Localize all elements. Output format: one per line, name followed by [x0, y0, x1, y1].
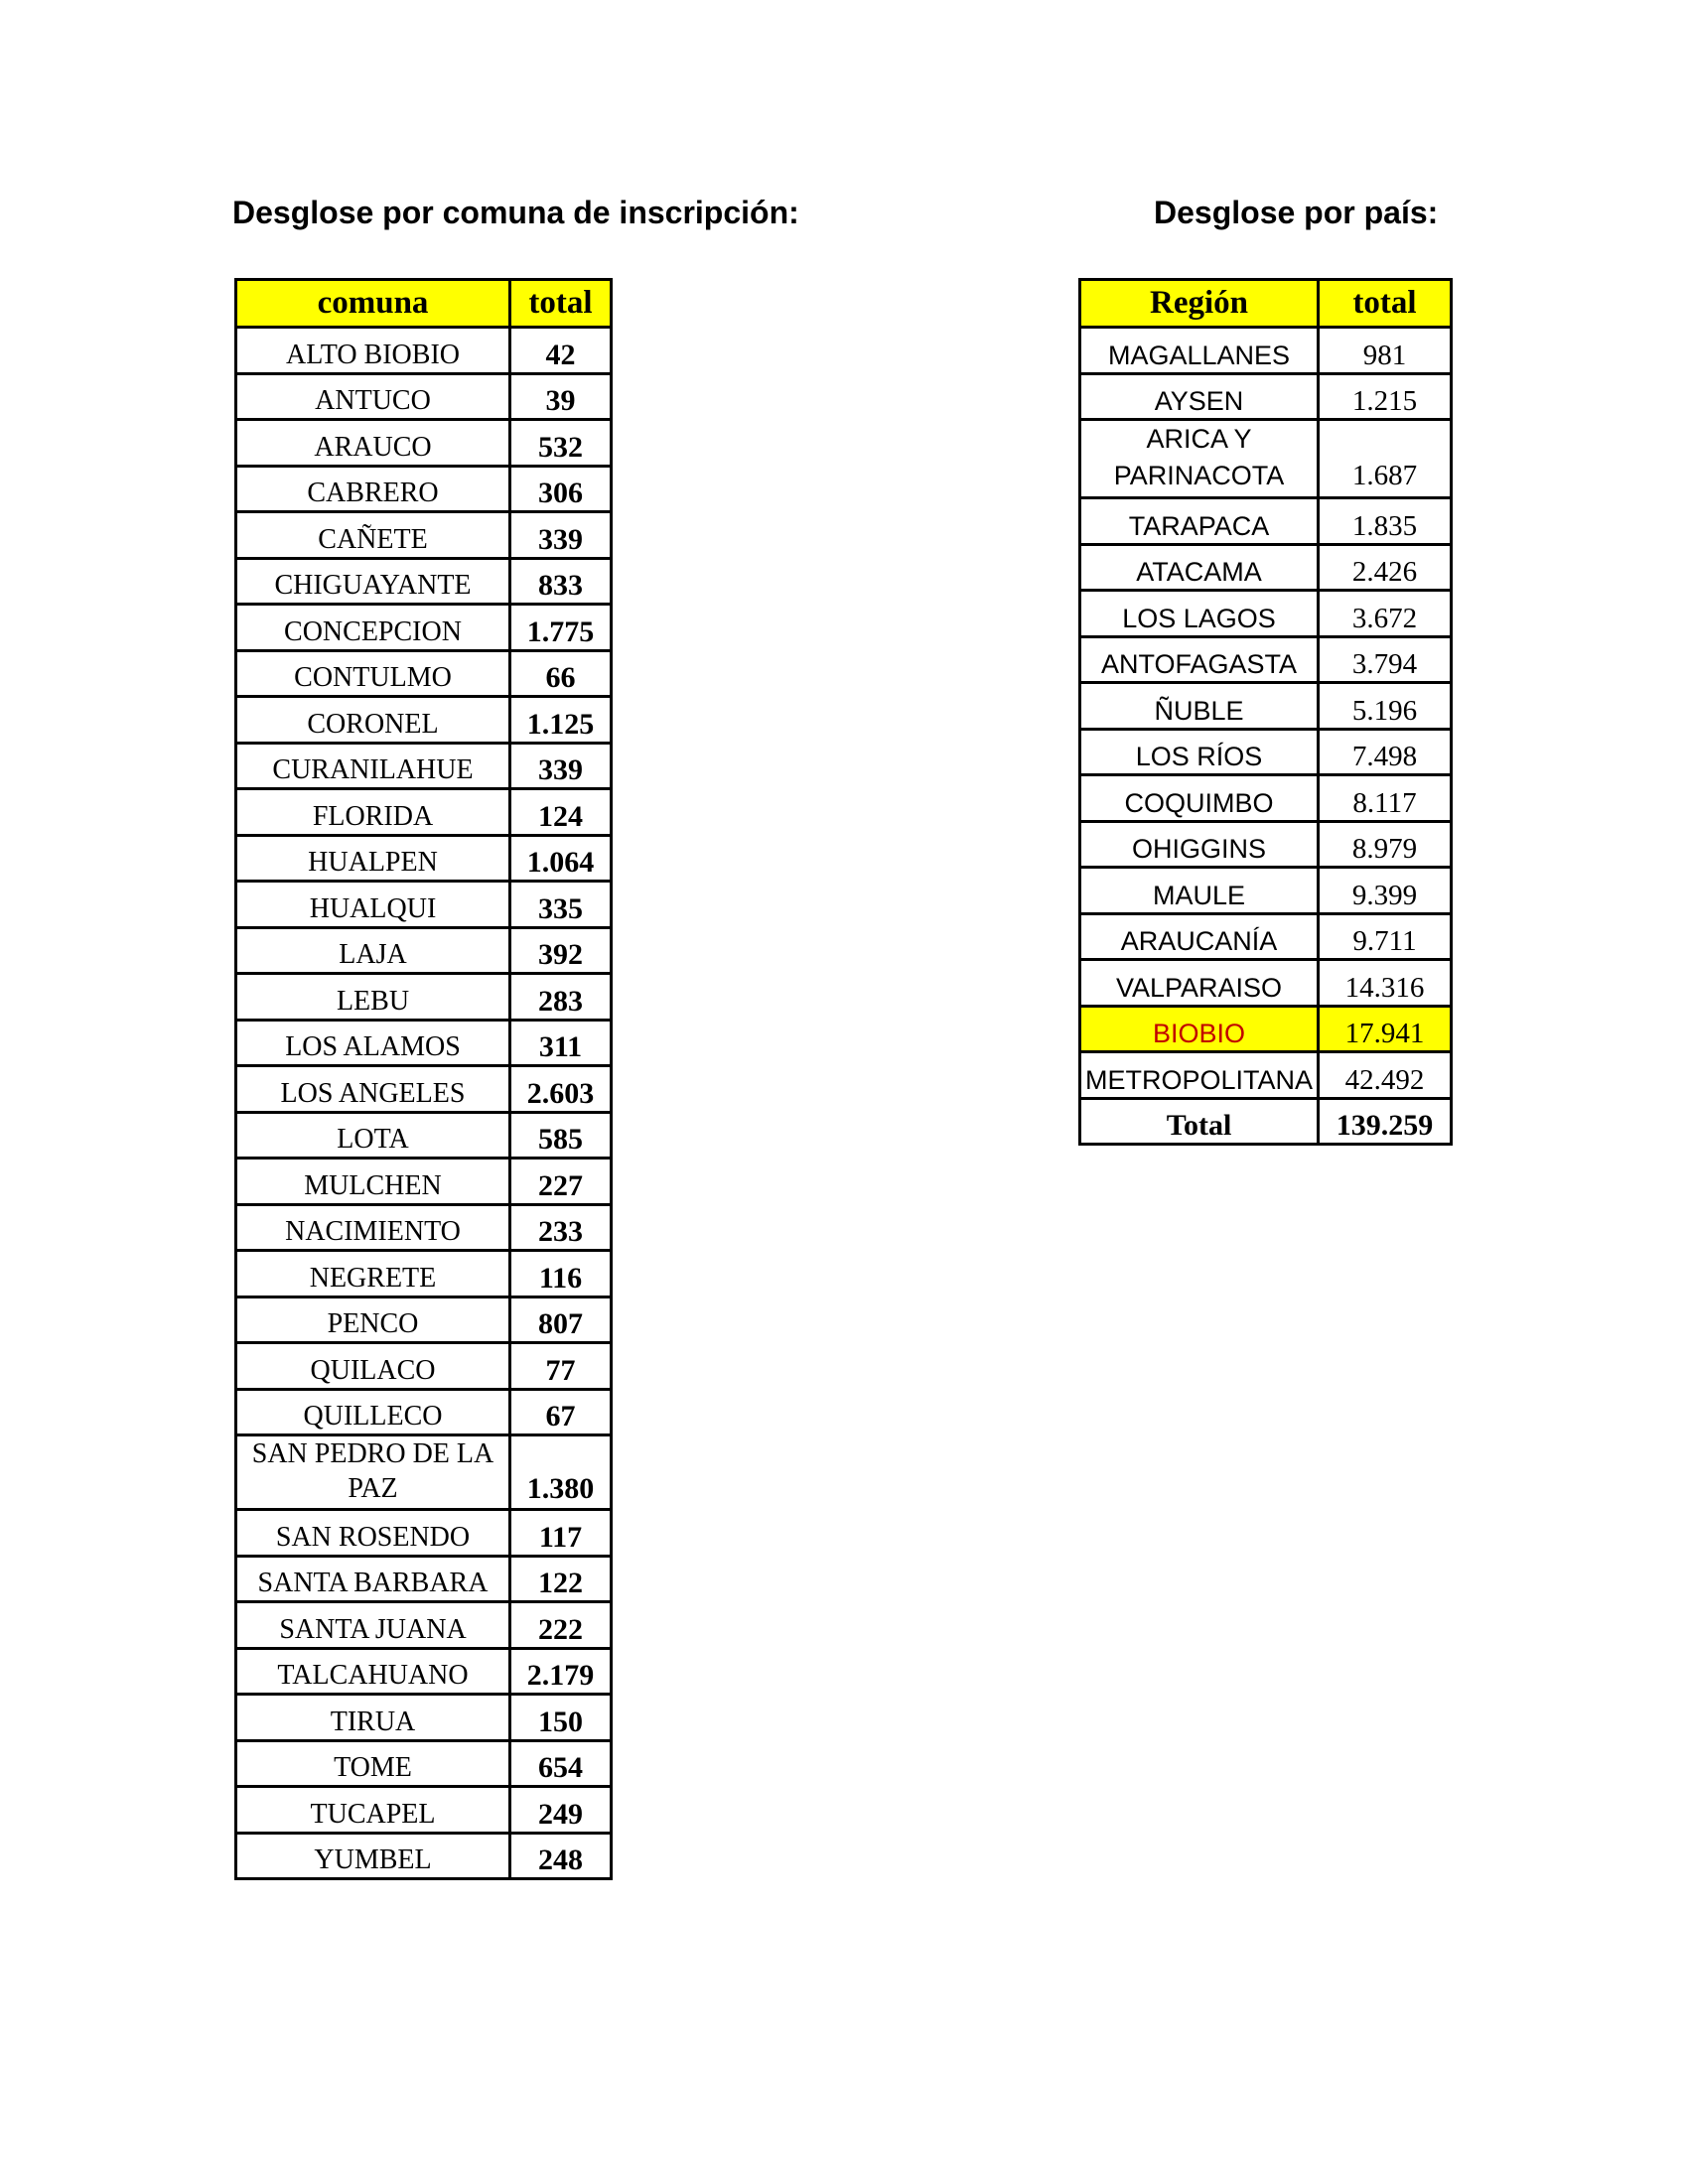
comuna-column-header: comuna — [236, 280, 510, 328]
comuna-name: CORONEL — [236, 697, 510, 744]
comuna-name: LOTA — [236, 1112, 510, 1159]
comuna-total: 77 — [510, 1343, 612, 1390]
comuna-total: 654 — [510, 1740, 612, 1787]
comuna-total: 1.380 — [510, 1435, 612, 1510]
comuna-name: YUMBEL — [236, 1833, 510, 1879]
comuna-total: 807 — [510, 1297, 612, 1343]
region-name: ANTOFAGASTA — [1080, 636, 1319, 683]
region-name: BIOBIO — [1080, 1006, 1319, 1052]
table-row — [1080, 683, 1452, 730]
table-row — [236, 1251, 612, 1297]
comuna-name: HUALQUI — [236, 882, 510, 928]
table-row — [236, 1343, 612, 1390]
table-row — [236, 1020, 612, 1066]
table-row — [236, 1695, 612, 1741]
region-total: 14.316 — [1319, 960, 1452, 1007]
table-row — [1080, 821, 1452, 868]
comuna-name: SAN ROSENDO — [236, 1510, 510, 1557]
table-row — [236, 328, 612, 374]
region-name: COQUIMBO — [1080, 775, 1319, 822]
table-row — [236, 558, 612, 605]
region-total: 17.941 — [1319, 1006, 1452, 1052]
comuna-name: TIRUA — [236, 1695, 510, 1741]
comuna-total: 249 — [510, 1787, 612, 1834]
table-row — [1080, 1052, 1452, 1099]
comuna-total: 339 — [510, 743, 612, 789]
comuna-name: CHIGUAYANTE — [236, 558, 510, 605]
comuna-total: 122 — [510, 1556, 612, 1602]
region-total: 3.672 — [1319, 591, 1452, 637]
region-total: 8.979 — [1319, 821, 1452, 868]
comuna-total: 585 — [510, 1112, 612, 1159]
region-name: AYSEN — [1080, 373, 1319, 420]
region-total: 1.687 — [1319, 420, 1452, 498]
table-row — [236, 1833, 612, 1879]
comuna-name: TOME — [236, 1740, 510, 1787]
table-row — [1080, 373, 1452, 420]
comuna-name: LOS ALAMOS — [236, 1020, 510, 1066]
table-row — [236, 1648, 612, 1695]
table-row — [236, 927, 612, 974]
table-row — [236, 743, 612, 789]
region-header-row — [1080, 280, 1452, 328]
table-row — [236, 697, 612, 744]
comuna-name: TUCAPEL — [236, 1787, 510, 1834]
comuna-total: 311 — [510, 1020, 612, 1066]
region-table — [1078, 278, 1453, 1146]
table-row — [236, 789, 612, 836]
region-name: TARAPACA — [1080, 498, 1319, 545]
total-label: Total — [1080, 1098, 1319, 1145]
comuna-total: 124 — [510, 789, 612, 836]
comuna-total: 335 — [510, 882, 612, 928]
table-row — [236, 1510, 612, 1557]
region-total-column-header: total — [1319, 280, 1452, 328]
comuna-total: 1.064 — [510, 835, 612, 882]
region-column-header: Región — [1080, 280, 1319, 328]
table-row — [236, 605, 612, 651]
region-total: 9.711 — [1319, 913, 1452, 960]
comuna-total: 116 — [510, 1251, 612, 1297]
comuna-name: LEBU — [236, 974, 510, 1021]
grand-total: 139.259 — [1319, 1098, 1452, 1145]
region-name: ARAUCANÍA — [1080, 913, 1319, 960]
highlighted-region-row — [1080, 1006, 1452, 1052]
comuna-total: 1.775 — [510, 605, 612, 651]
table-row — [1080, 636, 1452, 683]
comuna-total: 233 — [510, 1204, 612, 1251]
comuna-name: PENCO — [236, 1297, 510, 1343]
region-total: 42.492 — [1319, 1052, 1452, 1099]
region-name: VALPARAISO — [1080, 960, 1319, 1007]
comuna-total: 227 — [510, 1159, 612, 1205]
table-row — [236, 466, 612, 512]
region-name: METROPOLITANA — [1080, 1052, 1319, 1099]
comuna-total: 339 — [510, 512, 612, 559]
comuna-total: 66 — [510, 650, 612, 697]
comuna-name: CABRERO — [236, 466, 510, 512]
table-row — [1080, 420, 1452, 498]
table-row — [236, 1389, 612, 1435]
region-total: 5.196 — [1319, 683, 1452, 730]
table-row — [1080, 960, 1452, 1007]
comuna-heading: Desglose por comuna de inscripción: — [232, 195, 799, 230]
comuna-name: CAÑETE — [236, 512, 510, 559]
comuna-name: SANTA JUANA — [236, 1602, 510, 1649]
comuna-total: 39 — [510, 373, 612, 420]
comuna-total: 1.125 — [510, 697, 612, 744]
comuna-name: LOS ANGELES — [236, 1066, 510, 1113]
table-row — [236, 373, 612, 420]
comuna-name: NEGRETE — [236, 1251, 510, 1297]
total-row — [1080, 1098, 1452, 1145]
comuna-total-column-header: total — [510, 280, 612, 328]
table-row — [236, 1787, 612, 1834]
region-name: MAULE — [1080, 868, 1319, 914]
table-row — [236, 650, 612, 697]
table-row — [236, 512, 612, 559]
comuna-name: ARAUCO — [236, 420, 510, 467]
table-row — [236, 1740, 612, 1787]
table-row — [236, 1297, 612, 1343]
comuna-total: 67 — [510, 1389, 612, 1435]
table-row — [1080, 591, 1452, 637]
comuna-name: ANTUCO — [236, 373, 510, 420]
region-total: 8.117 — [1319, 775, 1452, 822]
region-name: ARICA Y PARINACOTA — [1080, 420, 1319, 498]
region-heading: Desglose por país: — [1154, 195, 1439, 230]
comuna-total: 42 — [510, 328, 612, 374]
comuna-name: CONCEPCION — [236, 605, 510, 651]
comuna-total: 2.179 — [510, 1648, 612, 1695]
comuna-name: NACIMIENTO — [236, 1204, 510, 1251]
region-name: ÑUBLE — [1080, 683, 1319, 730]
comuna-total: 392 — [510, 927, 612, 974]
table-row — [236, 835, 612, 882]
comuna-total: 117 — [510, 1510, 612, 1557]
comuna-name: SANTA BARBARA — [236, 1556, 510, 1602]
comuna-name: HUALPEN — [236, 835, 510, 882]
comuna-name: CURANILAHUE — [236, 743, 510, 789]
region-name: LOS RÍOS — [1080, 729, 1319, 775]
region-name: OHIGGINS — [1080, 821, 1319, 868]
comuna-name: MULCHEN — [236, 1159, 510, 1205]
comuna-name: FLORIDA — [236, 789, 510, 836]
comuna-name: ALTO BIOBIO — [236, 328, 510, 374]
comuna-total: 150 — [510, 1695, 612, 1741]
comuna-table — [234, 278, 613, 1880]
table-row — [236, 1435, 612, 1510]
comuna-header-row — [236, 280, 612, 328]
table-row — [1080, 868, 1452, 914]
comuna-total: 283 — [510, 974, 612, 1021]
region-name: MAGALLANES — [1080, 328, 1319, 374]
table-row — [1080, 775, 1452, 822]
table-row — [236, 1556, 612, 1602]
region-total: 3.794 — [1319, 636, 1452, 683]
region-total: 981 — [1319, 328, 1452, 374]
table-row — [236, 1159, 612, 1205]
region-name: LOS LAGOS — [1080, 591, 1319, 637]
table-row — [236, 1066, 612, 1113]
comuna-name: QUILLECO — [236, 1389, 510, 1435]
region-total: 9.399 — [1319, 868, 1452, 914]
comuna-name: LAJA — [236, 927, 510, 974]
comuna-total: 532 — [510, 420, 612, 467]
region-total: 1.215 — [1319, 373, 1452, 420]
table-row — [1080, 498, 1452, 545]
table-row — [236, 1112, 612, 1159]
table-row — [236, 1204, 612, 1251]
comuna-total: 2.603 — [510, 1066, 612, 1113]
region-total: 2.426 — [1319, 544, 1452, 591]
comuna-total: 306 — [510, 466, 612, 512]
comuna-name: SAN PEDRO DE LA PAZ — [236, 1435, 510, 1510]
comuna-name: CONTULMO — [236, 650, 510, 697]
comuna-total: 833 — [510, 558, 612, 605]
table-row — [1080, 729, 1452, 775]
comuna-total: 222 — [510, 1602, 612, 1649]
region-name: ATACAMA — [1080, 544, 1319, 591]
table-row — [1080, 544, 1452, 591]
comuna-total: 248 — [510, 1833, 612, 1879]
region-total: 7.498 — [1319, 729, 1452, 775]
table-row — [1080, 328, 1452, 374]
table-row — [236, 882, 612, 928]
comuna-name: QUILACO — [236, 1343, 510, 1390]
table-row — [236, 974, 612, 1021]
table-row — [1080, 913, 1452, 960]
comuna-name: TALCAHUANO — [236, 1648, 510, 1695]
table-row — [236, 1602, 612, 1649]
table-row — [236, 420, 612, 467]
region-total: 1.835 — [1319, 498, 1452, 545]
